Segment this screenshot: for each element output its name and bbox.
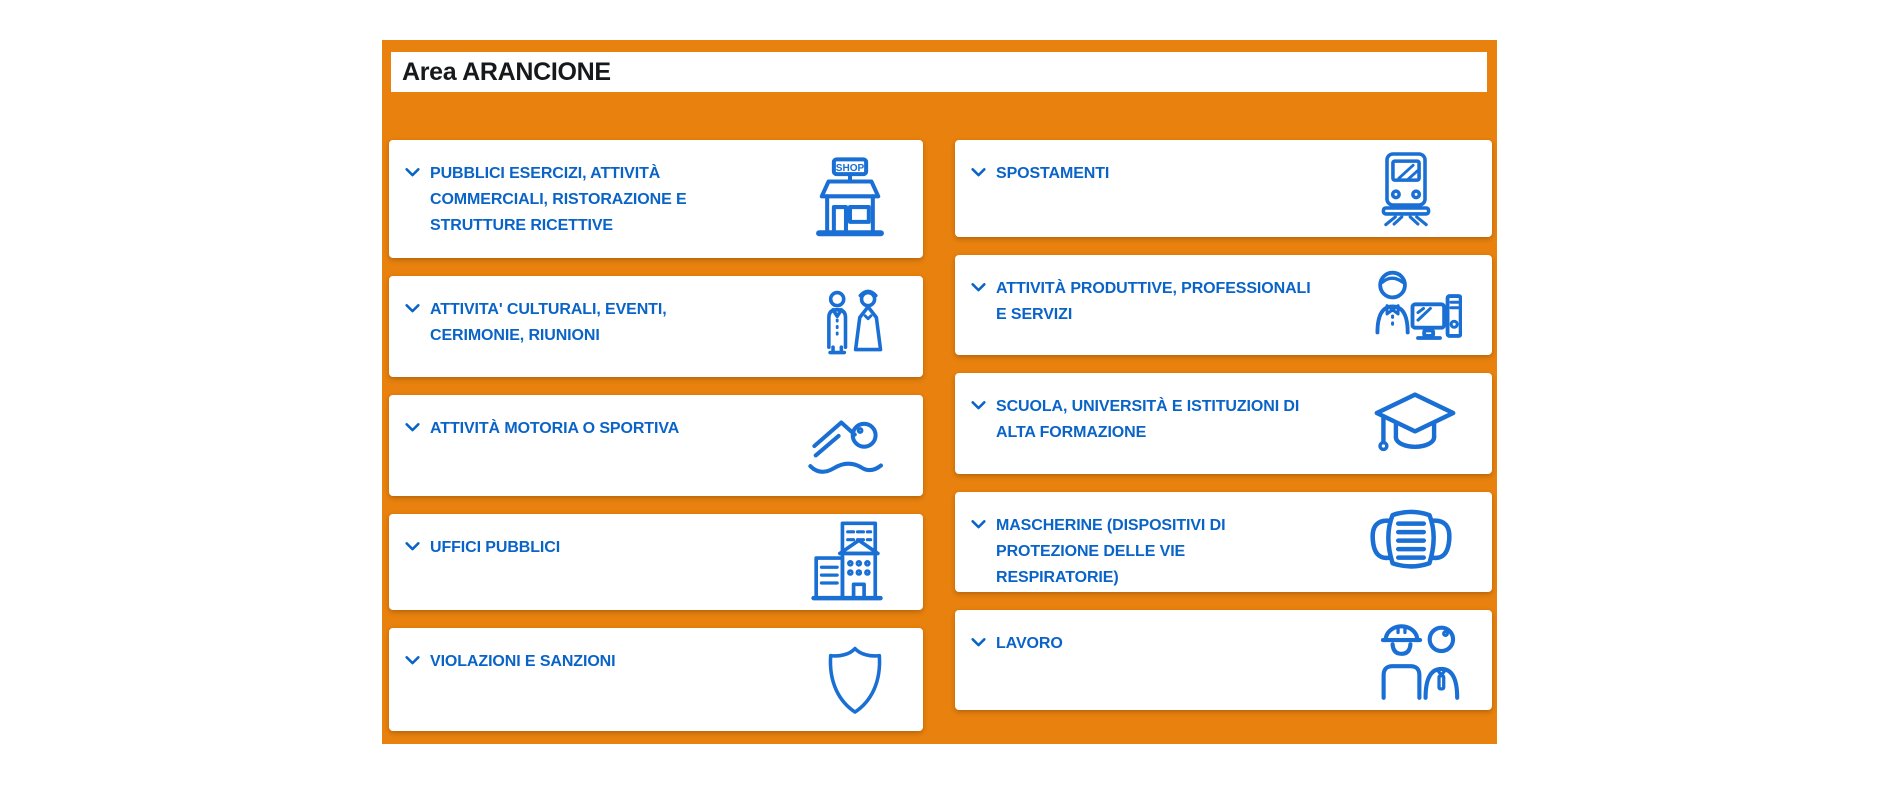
accordion-item-label: PUBBLICI ESERCIZI, ATTIVITÀ COMMERCIALI, RISTORAZIONE E STRUTTURE RICETTIVE <box>430 165 687 234</box>
chevron-down-icon <box>404 538 421 555</box>
chevron-down-icon <box>970 397 987 414</box>
accordion-item-pubblici-esercizi[interactable] <box>389 140 923 258</box>
chevron-down-icon <box>404 652 421 669</box>
accordion-column-left <box>389 140 923 749</box>
chevron-down-icon <box>404 300 421 317</box>
chevron-down-icon <box>970 516 987 533</box>
accordion-item-label: LAVORO <box>996 635 1063 652</box>
accordion-item-label: SCUOLA, UNIVERSITÀ E ISTITUZIONI DI ALTA FORMAZIONE <box>996 398 1300 441</box>
public-buildings-icon <box>805 520 893 604</box>
shop-icon <box>807 156 893 242</box>
accordion-item-label: ATTIVITÀ PRODUTTIVE, PROFESSIONALI E SERVIZI <box>996 280 1311 323</box>
swimmer-icon <box>799 407 893 485</box>
accordion-column-right <box>955 140 1492 728</box>
shield-icon <box>817 635 893 725</box>
accordion-item-label: UFFICI PUBBLICI <box>430 539 561 556</box>
accordion-item-label: ATTIVITA' CULTURALI, EVENTI, CERIMONIE, RIUNIONI <box>430 301 667 344</box>
chevron-down-icon <box>970 279 987 296</box>
area-arancione-panel <box>382 40 1497 744</box>
accordion-item-label: SPOSTAMENTI <box>996 165 1110 182</box>
accordion-item-scuola-universita[interactable] <box>955 373 1492 474</box>
svg-text:SHOP: SHOP <box>835 162 865 174</box>
accordion-item-attivita-motoria[interactable] <box>389 395 923 496</box>
accordion-item-violazioni-sanzioni[interactable] <box>389 628 923 731</box>
train-icon <box>1368 143 1444 235</box>
accordion-item-uffici-pubblici[interactable] <box>389 514 923 610</box>
accordion-item-attivita-produttive[interactable] <box>955 255 1492 355</box>
page-title: Area ARANCIONE <box>402 57 611 86</box>
chevron-down-icon <box>404 419 421 436</box>
accordion-item-attivita-culturali[interactable] <box>389 276 923 377</box>
chevron-down-icon <box>970 164 987 181</box>
accordion-item-label: VIOLAZIONI E SANZIONI <box>430 653 616 670</box>
accordion-item-lavoro[interactable] <box>955 610 1492 710</box>
accordion-item-mascherine[interactable] <box>955 492 1492 592</box>
accordion-item-label: ATTIVITÀ MOTORIA O SPORTIVA <box>430 420 680 437</box>
workers-icon <box>1374 618 1462 702</box>
chevron-down-icon <box>970 634 987 651</box>
section-header <box>391 52 1487 92</box>
face-mask-icon <box>1360 503 1462 581</box>
graduation-cap-icon <box>1368 383 1462 465</box>
accordion-item-label: MASCHERINE (DISPOSITIVI DI PROTEZIONE DELLE VIE RESPIRATORIE) <box>996 517 1226 586</box>
chevron-down-icon <box>404 164 421 181</box>
worker-computer-icon <box>1374 263 1462 347</box>
wedding-couple-icon <box>817 282 893 372</box>
accordion-item-spostamenti[interactable] <box>955 140 1492 237</box>
